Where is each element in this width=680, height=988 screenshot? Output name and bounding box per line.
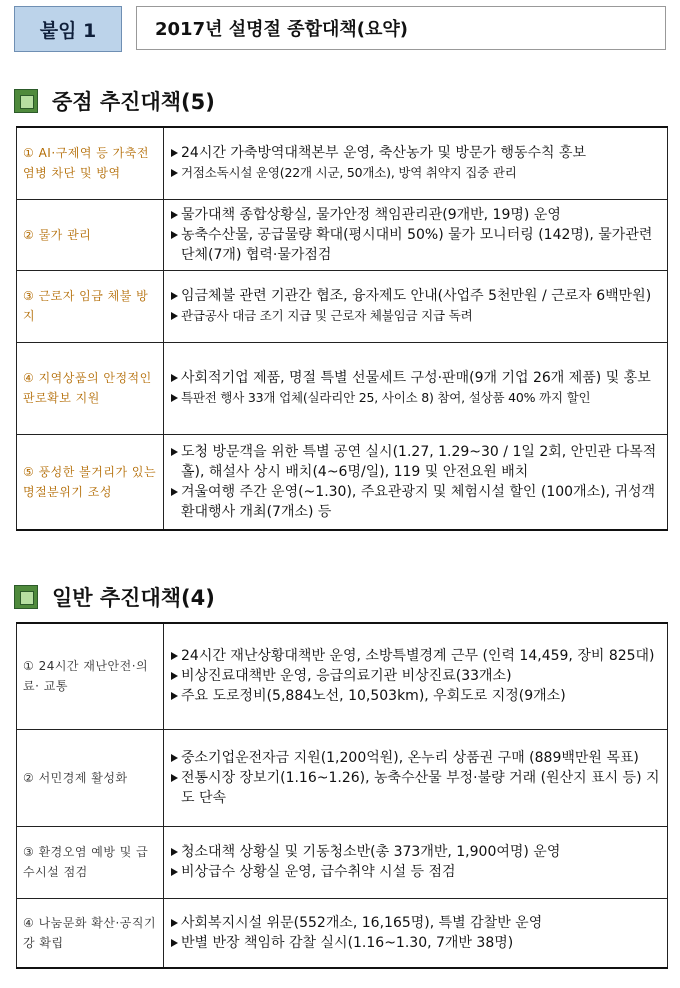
description-cell <box>164 199 668 270</box>
list-item: 비상급수 상황실 운영, 급수취약 시설 등 점검 <box>169 862 663 882</box>
list-item: 전통시장 장보기(1.16~1.26), 농축수산물 부정·불량 거래 (원산지 표시 등) 지도 단속 <box>169 768 663 808</box>
category-cell: ④ 나눔문화 확산·공직기강 확립 <box>17 898 164 968</box>
list-item: 물가대책 종합상황실, 물가안정 책임관리관(9개반, 19명) 운영 <box>169 205 663 225</box>
table-row <box>17 434 668 530</box>
table-row <box>17 898 668 968</box>
list-item: 임금체불 관련 기관간 협조, 융자제도 안내(사업주 5천만원 / 근로자 6백만원) <box>169 286 663 306</box>
list-item: 도청 방문객을 위한 특별 공연 실시(1.27, 1.29~30 / 1일 2회, 안민관 다목적홀), 해설사 상시 배치(4~6명/일), 119 및 안전요원 배치 <box>169 442 663 482</box>
bullet-square-icon <box>14 585 38 609</box>
category-cell: ② 물가 관리 <box>17 199 164 270</box>
description-cell <box>164 826 668 898</box>
table-row <box>17 127 668 199</box>
list-item: 사회복지시설 위문(552개소, 16,165명), 특별 감찰반 운영 <box>169 913 663 933</box>
description-cell <box>164 729 668 826</box>
list-item: 24시간 재난상황대책반 운영, 소방특별경계 근무 (인력 14,459, 장비 825대) <box>169 646 663 666</box>
list-item: 중소기업운전자금 지원(1,200억원), 온누리 상품권 구매 (889백만원 목표) <box>169 748 663 768</box>
description-cell <box>164 342 668 434</box>
category-cell: ③ 근로자 임금 체불 방지 <box>17 270 164 342</box>
bullet-square-icon <box>14 89 38 113</box>
list-item: 청소대책 상황실 및 기동청소반(총 373개반, 1,900여명) 운영 <box>169 842 663 862</box>
list-item: 특판전 행사 33개 업체(실라리안 25, 사이소 8) 참여, 설상품 40% 까지 할인 <box>169 388 663 408</box>
table-row <box>17 623 668 729</box>
list-item: 농축수산물, 공급물량 확대(평시대비 50%) 물가 모니터링 (142명), 물가관련 단체(7개) 협력·물가점검 <box>169 225 663 265</box>
list-item: 관급공사 대금 조기 지급 및 근로자 체불임금 지급 독려 <box>169 306 663 326</box>
category-cell: ① 24시간 재난안전·의료· 교통 <box>17 623 164 729</box>
list-item: 겨울여행 주간 운영(~1.30), 주요관광지 및 체험시설 할인 (100개소), 귀성객 환대행사 개최(7개소) 등 <box>169 482 663 522</box>
table-row <box>17 199 668 270</box>
category-cell: ④ 지역상품의 안정적인 판로확보 지원 <box>17 342 164 434</box>
list-item: 비상진료대책반 운영, 응급의료기관 비상진료(33개소) <box>169 666 663 686</box>
description-cell <box>164 623 668 729</box>
list-item: 반별 반장 책임하 감찰 실시(1.16~1.30, 7개반 38명) <box>169 933 663 953</box>
list-item: 거점소독시설 운영(22개 시군, 50개소), 방역 취약지 집중 관리 <box>169 163 663 183</box>
description-cell <box>164 898 668 968</box>
table-row <box>17 270 668 342</box>
category-cell: ⑤ 풍성한 볼거리가 있는 명절분위기 조성 <box>17 434 164 530</box>
section-title-general-measures <box>14 582 215 612</box>
list-item: 주요 도로정비(5,884노선, 10,503km), 우회도로 지정(9개소) <box>169 686 663 706</box>
category-cell: ② 서민경제 활성화 <box>17 729 164 826</box>
key-measures-table <box>16 126 668 531</box>
description-cell <box>164 270 668 342</box>
general-measures-table <box>16 622 668 969</box>
section-title-key-measures <box>14 86 215 116</box>
section-title-text: 일반 추진대책(4) <box>52 586 215 610</box>
document-title: 2017년 설명절 종합대책(요약) <box>136 6 666 50</box>
table-row <box>17 729 668 826</box>
table-row <box>17 342 668 434</box>
document-header <box>14 6 668 52</box>
description-cell <box>164 127 668 199</box>
table-row <box>17 826 668 898</box>
section-title-text: 중점 추진대책(5) <box>52 90 215 114</box>
category-cell: ① AI·구제역 등 가축전염병 차단 및 방역 <box>17 127 164 199</box>
attachment-badge: 붙임 1 <box>14 6 122 52</box>
list-item: 사회적기업 제품, 명절 특별 선물세트 구성·판매(9개 기업 26개 제품) 및 홍보 <box>169 368 663 388</box>
list-item: 24시간 가축방역대책본부 운영, 축산농가 및 방문가 행동수칙 홍보 <box>169 143 663 163</box>
category-cell: ③ 환경오염 예방 및 급수시설 점검 <box>17 826 164 898</box>
description-cell <box>164 434 668 530</box>
